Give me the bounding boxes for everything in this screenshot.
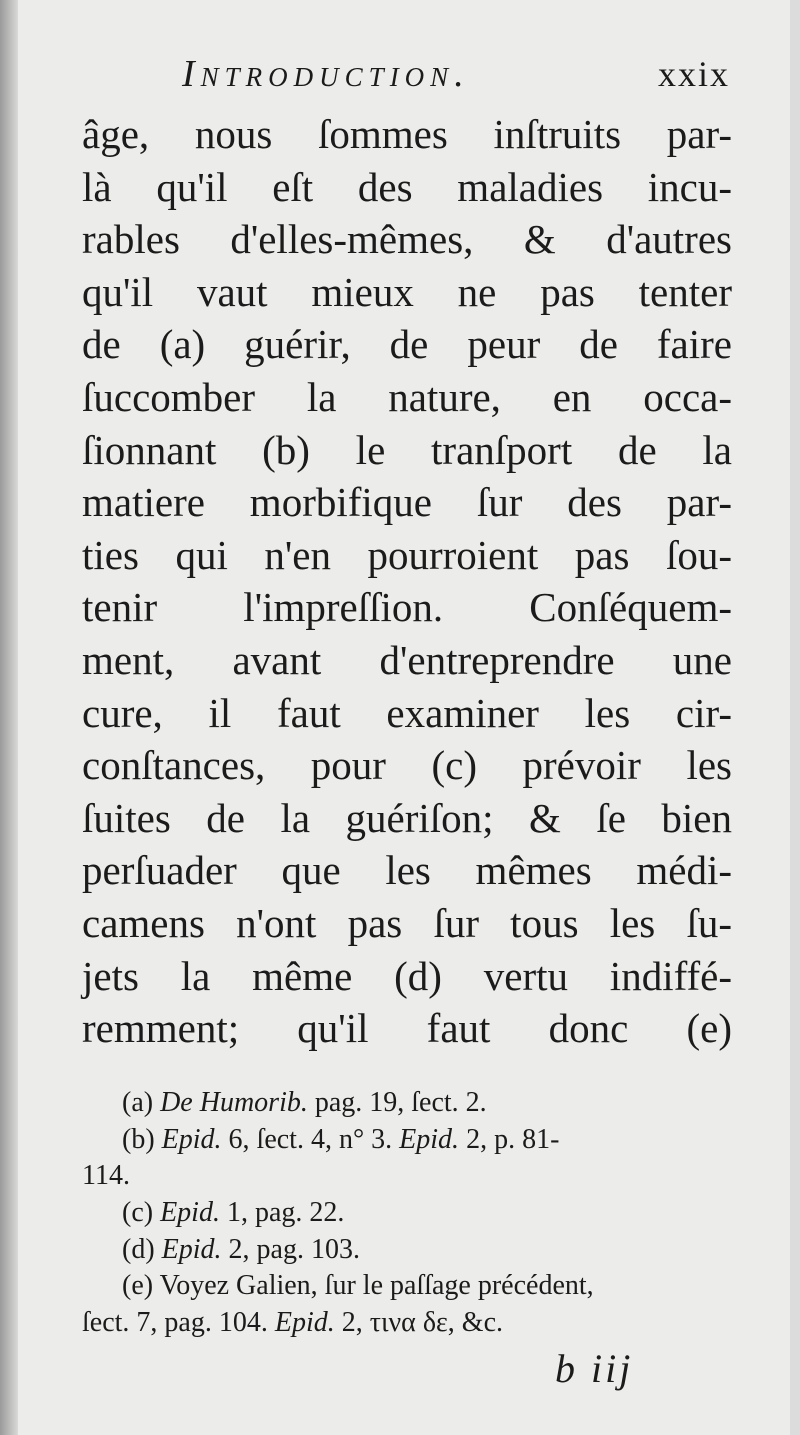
footnotes [82,1085,738,1342]
footnote-mark: (b) [122,1123,155,1155]
text-line: qu'il vaut mieux ne pas tenter [82,268,732,315]
text-line: ties qui n'en pourroient pas ſou- [82,531,732,578]
main-text [82,108,732,1055]
footnote-reference: 2, τινα δε, &c. [341,1307,504,1339]
signature-mark: b iij [555,1346,634,1391]
footnote-reference: pag. 19, ſect. 2. [314,1087,487,1118]
footnote-work-title: Epid. [161,1123,222,1155]
footnote-mark: (d) [122,1233,155,1265]
footnote-mark: (c) [122,1197,154,1229]
footnote-mark: (a) [122,1087,154,1118]
text-line: perſuader que les mêmes médi- [82,847,732,894]
text-line: de (a) guérir, de peur de faire [82,321,732,368]
text-line: rables d'elles-mêmes, & d'autres [82,216,732,263]
footnote-text: Voyez Galien, ſur le paſſage précédent, [159,1270,594,1302]
text-line: cure, il faut examiner les cir- [82,689,732,736]
text-line: ment, avant d'entreprendre une [82,636,732,683]
footnote-reference: ſect. 7, pag. 104. [82,1307,268,1339]
footnote-work-title: Epid. [399,1123,460,1155]
footnote-a [82,1085,738,1122]
footnote-d [82,1232,738,1269]
text-line: matiere morbifique ſur des par- [82,479,732,526]
footnote-c [82,1195,738,1232]
page-gutter-shadow [0,0,18,1435]
footnote-b [82,1122,738,1159]
footnote-work-title: Epid. [160,1197,220,1229]
text-line: jets la même (d) vertu indiffé- [82,952,732,999]
text-line: camens n'ont pas ſur tous les ſu- [82,899,732,946]
footnote-e-continuation [82,1305,738,1342]
footnote-reference: 2, p. 81- [466,1123,560,1155]
text-line: là qu'il eſt des maladies incu- [82,163,732,210]
text-line: tenir l'impreſſion. Conſéquem- [82,584,732,631]
text-line: âge, nous ſommes inſtruits par- [82,111,732,157]
footnote-work-title: De Humorib. [160,1087,308,1118]
running-header [182,52,730,102]
text-line: remment; qu'il faut donc (e) [82,1005,732,1052]
text-line: ſuites de la guériſon; & ſe bien [82,794,732,841]
text-line: ſionnant (b) le tranſport de la [82,426,732,473]
footnote-mark: (e) [122,1270,154,1302]
running-title: Introduction. [182,53,470,95]
page-number: xxix [657,54,730,94]
footnote-work-title: Epid. [274,1307,335,1339]
footnote-reference: 6, ſect. 4, n° 3. [228,1123,393,1155]
footnote-reference: 2, pag. 103. [228,1233,360,1265]
book-page [10,0,790,1435]
text-line: conſtances, pour (c) prévoir les [82,742,732,789]
footnote-reference: 1, pag. 22. [226,1197,345,1229]
footnote-work-title: Epid. [161,1233,222,1265]
text-line: ſuccomber la nature, en occa- [82,373,732,420]
footnote-e [82,1268,738,1305]
footnote-b-continuation: 114. [82,1160,130,1192]
